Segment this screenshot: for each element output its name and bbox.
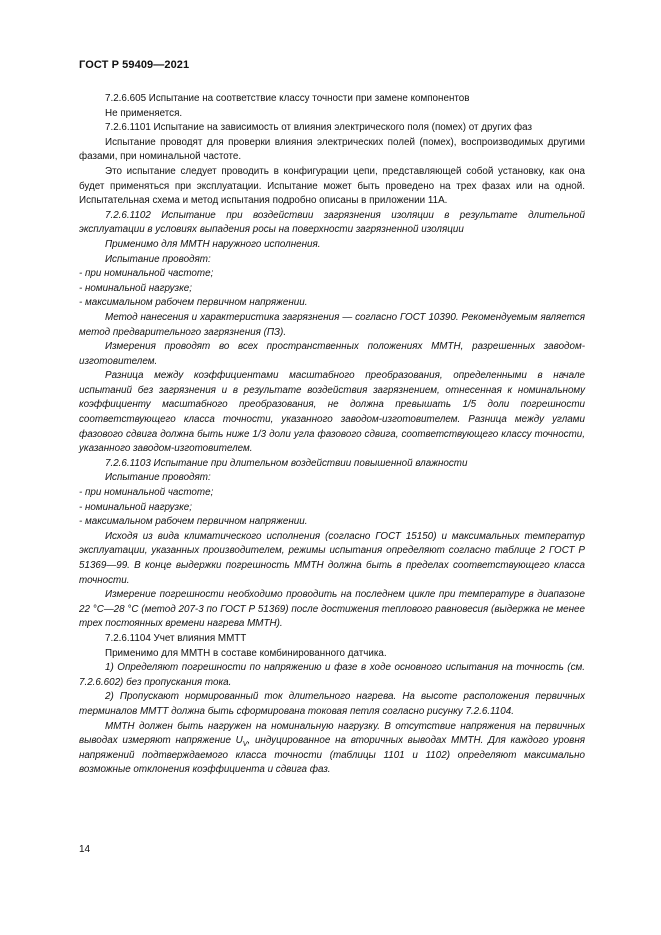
paragraph: Испытание проводят: — [105, 472, 211, 484]
list-item: - максимальном рабочем первичном напряжении. — [79, 516, 308, 528]
paragraph: Испытание проводят для проверки влияния электрических полей (помех), воспроизводимых другими фазами, при номинальной частоте. — [79, 136, 585, 163]
paragraph: Применимо для ММТН в составе комбинированного датчика. — [105, 647, 387, 659]
list-item: - номинальной нагрузке; — [79, 282, 192, 294]
list-item: - при номинальной частоте; — [79, 487, 214, 499]
paragraph: Применимо для ММТН наружного исполнения. — [105, 238, 321, 250]
paragraph: 7.2.6.1102 Испытание при воздействии загрязнения изоляции в результате длительной эксплуатации в условиях выпадения росы на поверхности загрязненной изоляции — [79, 209, 585, 236]
paragraph: Измерение погрешности необходимо проводить на последнем цикле при температуре в диапазоне 22 °С—28 °С (метод 207-3 по ГОСТ Р 51369) после достижения теплового равновесия (выдержка не менее трех постоянных времени нагрева ММТН). — [79, 589, 585, 630]
document-header: ГОСТ Р 59409—2021 — [79, 59, 190, 71]
paragraph: 1) Определяют погрешности по напряжению и фазе в ходе основного испытания на точность (см. 7.2.6.602) без пропускания тока. — [79, 662, 585, 688]
paragraph: Метод нанесения и характеристика загрязнения — согласно ГОСТ 10390. Рекомендуемым является метод предварительного загрязнения (ПЗ). — [79, 311, 585, 338]
paragraph: Это испытание следует проводить в конфигурации цепи, представляющей собой установку, как она будет применяться при эксплуатации. Испытание может быть проведено на трех фазах или на одной. Испытательная схема и метод испытания подробно описаны в приложении 11А. — [79, 165, 585, 207]
page-number: 14 — [79, 844, 91, 855]
subscript: V — [242, 741, 248, 749]
paragraph: Измерения проводят во всех пространственных положениях ММТН, разрешенных заводом-изготовителем. — [79, 341, 585, 367]
paragraph-text: ММТН должен быть нагружен на номинальную нагрузку. В отсутствие напряжения на первичных выводах измеряют напряжение U — [79, 720, 585, 747]
paragraph: Не применяется. — [105, 107, 183, 119]
paragraph — [79, 720, 585, 778]
paragraph: Исходя из вида климатического исполнения (согласно ГОСТ 15150) и максимальных температур эксплуатации, указанных производителем, режимы испытания определяют согласно таблице 2 ГОСТ Р 51369—99. В конце выдержки погрешность ММТН должна быть в пределах соответствующего класса точности. — [79, 530, 585, 586]
list-item: - номинальной нагрузке; — [79, 501, 192, 513]
list-item: - при номинальной частоте; — [79, 268, 214, 280]
paragraph: Испытание проводят: — [105, 253, 211, 265]
list-item: - максимальном рабочем первичном напряжении. — [79, 297, 308, 309]
paragraph: 7.2.6.1101 Испытание на зависимость от влияния электрического поля (помех) от других фаз — [105, 122, 532, 134]
paragraph: 2) Пропускают нормированный ток длительного нагрева. На высоте расположения первичных терминалов ММТТ должна быть сформирована токовая петля согласно рисунку 7.2.6.1104. — [79, 691, 585, 717]
paragraph: 7.2.6.1103 Испытание при длительном воздействии повышенной влажности — [105, 457, 468, 469]
paragraph: 7.2.6.605 Испытание на соответствие классу точности при замене компонентов — [105, 93, 470, 104]
paragraph: 7.2.6.1104 Учет влияния ММТТ — [105, 632, 247, 644]
paragraph: Разница между коэффициентами масштабного преобразования, определенными в начале испытаний без загрязнения и в результате воздействия загрязнением, отнесенная к номинальному коэффициенту масштабного преобразования, не должна превышать 1/5 доли погрешности соответствующего класса точности, указанного заводом-изготовителем. Разница между углами фазового сдвига должна быть ниже 1/3 доли угла фазового сдвига, соответствующего классу точности, указанного заводом-изготовителем. — [79, 370, 585, 455]
document-body — [79, 92, 585, 778]
paragraph-text: , индуцированное на вторичных выводах ММТН. Для каждого уровня напряжений подтверждаемого класса точности (таблицы 1101 и 1102) определяют максимально возможные отклонения коэффициента и сдвига фаз. — [79, 735, 585, 776]
